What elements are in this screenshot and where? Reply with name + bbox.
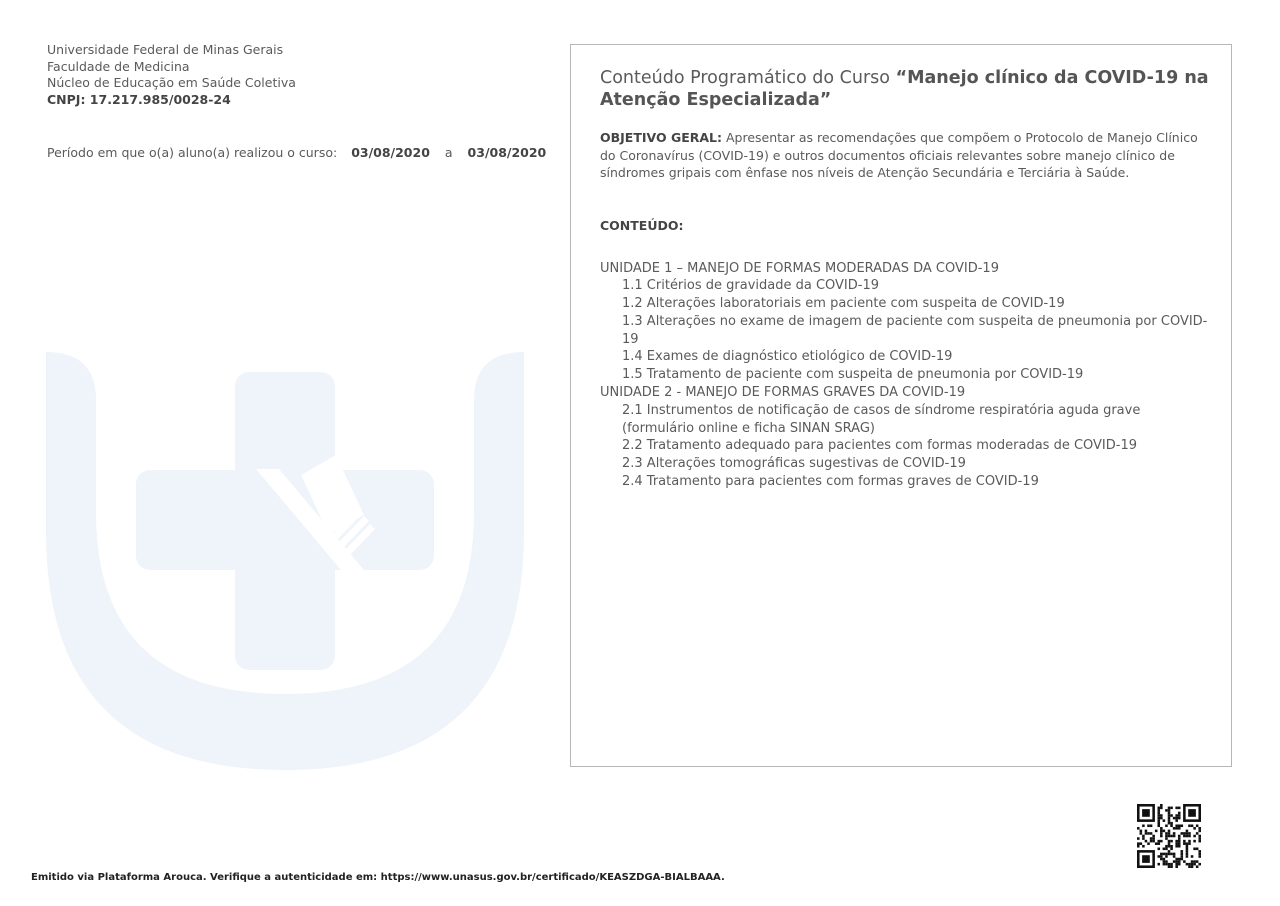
footer-verification-text: Emitido via Plataforma Arouca. Verifique a autenticidade em: https://www.unasus.gov.br/certificado/KEASZDGA-BIALBAAA. bbox=[31, 872, 725, 883]
period-separator: a bbox=[444, 145, 453, 160]
cnpj: CNPJ: 17.217.985/0028-24 bbox=[47, 91, 231, 107]
watermark-logo-icon bbox=[46, 352, 524, 770]
period-start-date: 03/08/2020 bbox=[351, 145, 430, 160]
university-name: Universidade Federal de Minas Gerais bbox=[47, 42, 284, 57]
topic-item: 2.3 Alterações tomográficas sugestivas de COVID-19 bbox=[622, 456, 966, 472]
course-title-prefix: Conteúdo Programático do Curso bbox=[600, 68, 896, 88]
objective-text: Apresentar as recomendações que compõem o Protocolo de Manejo Clínico do Coronavírus (COVID-19) e outros documentos oficiais relevantes sobre manejo clínico de síndromes gripais com ênfase nos níveis de Atenção Secundária e Terciária à Saúde. bbox=[600, 130, 1198, 180]
period-label: Período em que o(a) aluno(a) realizou o curso: bbox=[47, 145, 338, 160]
topic-item: 2.4 Tratamento para pacientes com formas graves de COVID-19 bbox=[622, 474, 1039, 490]
objective-label: OBJETIVO GERAL: bbox=[600, 130, 723, 145]
period-end-date: 03/08/2020 bbox=[467, 145, 547, 160]
course-title-name: “Manejo clínico da COVID-19 na Atenção Especializada” bbox=[600, 68, 1209, 110]
topic-item: 2.2 Tratamento adequado para pacientes com formas moderadas de COVID-19 bbox=[622, 438, 1137, 454]
objective-paragraph bbox=[600, 129, 1216, 182]
course-period bbox=[47, 145, 546, 160]
topic-item: 2.1 Instrumentos de notificação de casos de síndrome respiratória aguda grave (formulário online e ficha SINAN SRAG) bbox=[622, 402, 1141, 436]
institution-header bbox=[47, 42, 296, 108]
unit-title: UNIDADE 1 – MANEJO DE FORMAS MODERADAS DA COVID-19 bbox=[600, 260, 999, 276]
topic-item: 1.1 Critérios de gravidade da COVID-19 bbox=[622, 278, 880, 294]
topic-item: 1.5 Tratamento de paciente com suspeita de pneumonia por COVID-19 bbox=[622, 367, 1084, 383]
topic-item: 1.3 Alterações no exame de imagem de paciente com suspeita de pneumonia por COVID-19 bbox=[622, 313, 1208, 347]
units-list bbox=[600, 260, 1216, 491]
course-content-box bbox=[570, 44, 1232, 767]
course-title bbox=[600, 67, 1216, 111]
unit-title: UNIDADE 2 - MANEJO DE FORMAS GRAVES DA COVID-19 bbox=[600, 385, 966, 401]
nucleus-name: Núcleo de Educação em Saúde Coletiva bbox=[47, 75, 296, 90]
faculty-name: Faculdade de Medicina bbox=[47, 58, 190, 74]
topic-item: 1.2 Alterações laboratoriais em paciente com suspeita de COVID-19 bbox=[622, 296, 1065, 312]
qr-code-icon[interactable] bbox=[1137, 804, 1201, 868]
topic-item: 1.4 Exames de diagnóstico etiológico de COVID-19 bbox=[622, 349, 953, 365]
content-label: CONTEÚDO: bbox=[600, 217, 684, 233]
